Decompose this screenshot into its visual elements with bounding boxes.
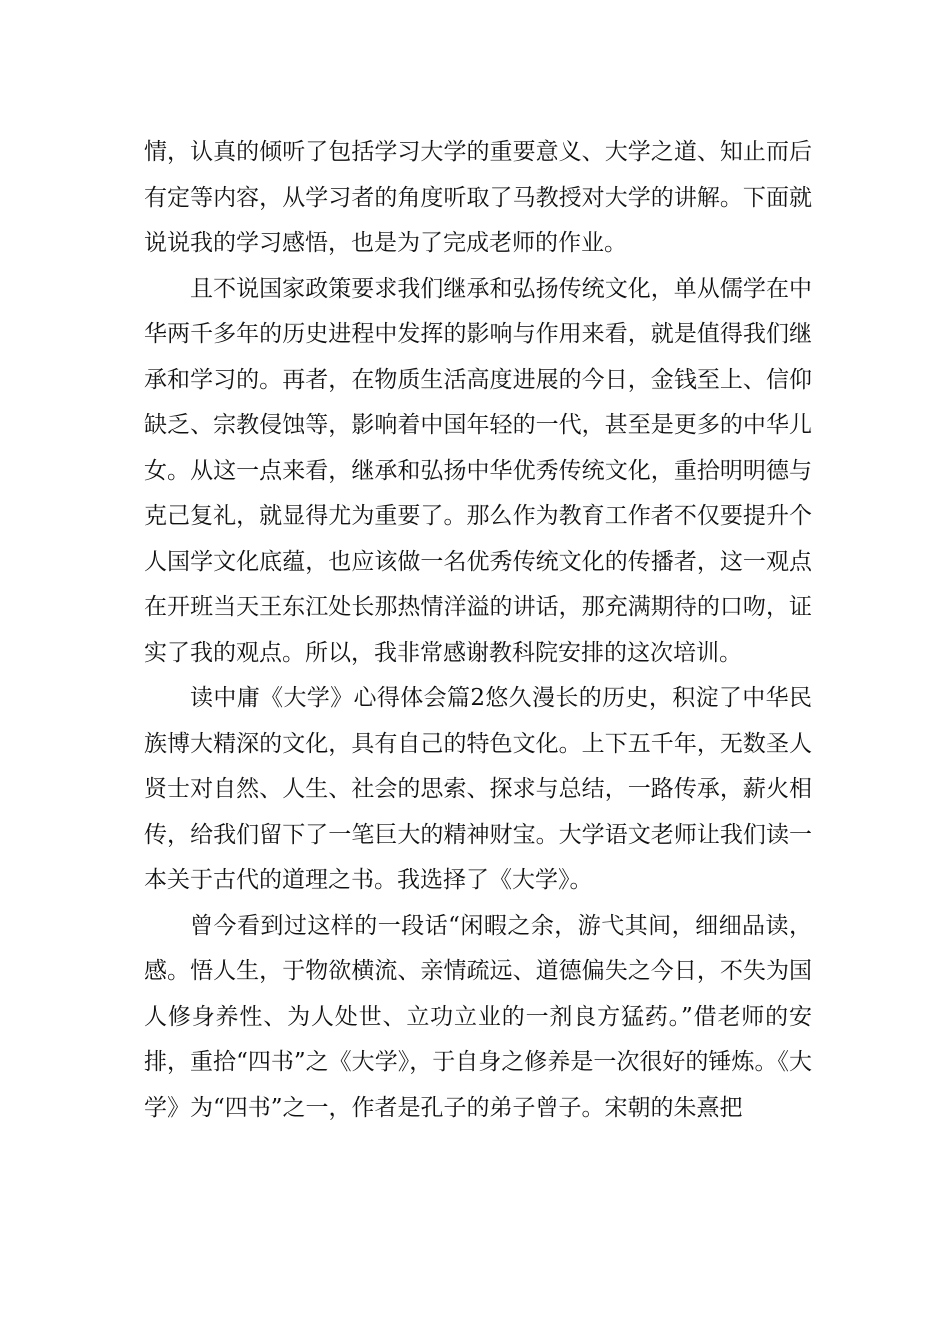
paragraph-1: 情，认真的倾听了包括学习大学的重要意义、大学之道、知止而后有定等内容，从学习者的角度听取了马教授对大学的讲解。下面就说说我的学习感悟，也是为了完成老师的作业。 xyxy=(144,139,812,256)
document-body xyxy=(144,130,812,1131)
paragraph-4: 曾今看到过这样的一段话“闲暇之余，游弋其间，细细品读，感。悟人生，于物欲横流、亲情疏远、道德偏失之今日，不失为国人修身养性、为人处世、立功立业的一剂良方猛药。”借老师的安排，重拾“四书”之《大学》，于自身之修养是一次很好的锤炼。《大学》为“四书”之一，作者是孔子的弟子曾子。宋朝的朱熹把 xyxy=(144,912,812,1121)
paragraph-3: 读中庸《大学》心得体会篇2悠久漫长的历史，积淀了中华民族博大精深的文化，具有自己的特色文化。上下五千年，无数圣人贤士对自然、人生、社会的思索、探求与总结，一路传承，薪火相传，给我们留下了一笔巨大的精神财宝。大学语文老师让我们读一本关于古代的道理之书。我选择了《大学》。 xyxy=(144,685,812,893)
paragraph-2: 且不说国家政策要求我们继承和弘扬传统文化，单从儒学在中华两千多年的历史进程中发挥的影响与作用来看，就是值得我们继承和学习的。再者，在物质生活高度进展的今日，金钱至上、信仰缺乏、宗教侵蚀等，影响着中国年轻的一代，甚至是更多的中华儿女。从这一点来看，继承和弘扬中华优秀传统文化，重拾明明德与克己复礼，就显得尤为重要了。那么作为教育工作者不仅要提升个人国学文化底蕴，也应该做一名优秀传统文化的传播者，这一观点在开班当天王东江处长那热情洋溢的讲话，那充满期待的口吻，证实了我的观点。所以，我非常感谢教科院安排的这次培训。 xyxy=(144,275,812,666)
